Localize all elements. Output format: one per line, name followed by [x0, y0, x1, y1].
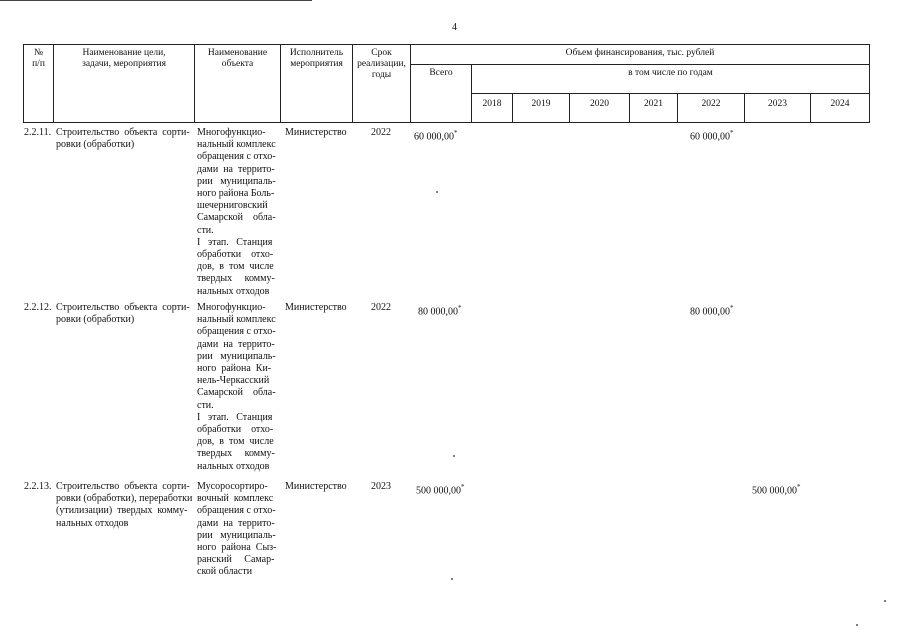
page-number: 4 — [452, 22, 457, 33]
row-total: 80 000,00* — [418, 304, 462, 318]
row-year-value: 80 000,00* — [690, 304, 734, 318]
row-total: 500 000,00* — [416, 483, 465, 497]
row-goal: Строительство объекта сорти- ровки (обработки) — [56, 302, 190, 326]
row-object: Многофункцио- нальный комплекс обращения с отхо- дами на террито- рии муниципаль- ного района Боль- шечерниговский Самарской обла- сти. I этап. Станция обработки отхо- дов, в том числе твердых комму- нальных отходов — [197, 127, 276, 297]
header-num: № п/п — [23, 44, 54, 123]
header-total: Всего — [410, 64, 472, 123]
header-year-2024: 2024 — [810, 93, 870, 123]
row-number: 2.2.12. — [24, 302, 52, 313]
header-term: Срок реализации, годы — [352, 44, 411, 123]
header-year-2023: 2023 — [744, 93, 811, 123]
footnote-marker: * — [730, 304, 734, 312]
row-number: 2.2.13. — [24, 481, 52, 492]
footnote-marker: * — [458, 304, 462, 312]
footnote-marker: * — [461, 483, 465, 491]
row-term: 2022 — [371, 302, 391, 313]
header-year-2021: 2021 — [629, 93, 678, 123]
header-year-2018: 2018 — [471, 93, 513, 123]
row-total: 60 000,00* — [414, 129, 458, 143]
scan-speck — [856, 624, 858, 626]
header-year-2020: 2020 — [569, 93, 630, 123]
header-by-years: в том числе по годам — [471, 64, 870, 94]
header-year-2022: 2022 — [677, 93, 745, 123]
row-object: Многофункцио- нальный комплекс обращения с отхо- дами на террито- рии муниципаль- ного района Ки- нель-Черкасский Самарской обла- сти. I этап. Станция обработки отхо- дов, в том числе твердых комму- нальных отходов — [197, 302, 276, 472]
header-year-2019: 2019 — [512, 93, 570, 123]
scan-speck — [451, 578, 453, 580]
footnote-marker: * — [730, 129, 734, 137]
row-number: 2.2.11. — [24, 127, 52, 138]
top-rule — [0, 0, 312, 1]
footnote-marker: * — [797, 483, 801, 491]
row-executor: Министерство — [285, 302, 347, 313]
row-goal: Строительство объекта сорти- ровки (обработки), переработки (утилизации) твердых комму- нальных отходов — [56, 481, 193, 529]
row-year-value: 60 000,00* — [690, 129, 734, 143]
scan-speck — [884, 600, 886, 602]
footnote-marker: * — [454, 129, 458, 137]
row-executor: Министерство — [285, 481, 347, 492]
row-goal: Строительство объекта сорти- ровки (обработки) — [56, 127, 190, 151]
header-goal: Наименование цели, задачи, мероприятия — [53, 44, 195, 123]
header-funding: Объем финансирования, тыс. рублей — [410, 44, 870, 65]
row-year-value: 500 000,00* — [752, 483, 801, 497]
row-object: Мусоросортиро- вочный комплекс обращения с отхо- дами на террито- рии муниципаль- ного района Сыз- ранский Самар- ской области — [197, 481, 277, 578]
header-object: Наименование объекта — [194, 44, 281, 123]
row-term: 2023 — [371, 481, 391, 492]
scan-speck — [436, 191, 438, 193]
row-executor: Министерство — [285, 127, 347, 138]
row-term: 2022 — [371, 127, 391, 138]
header-executor: Исполнитель мероприятия — [280, 44, 353, 123]
scan-speck — [453, 455, 455, 457]
